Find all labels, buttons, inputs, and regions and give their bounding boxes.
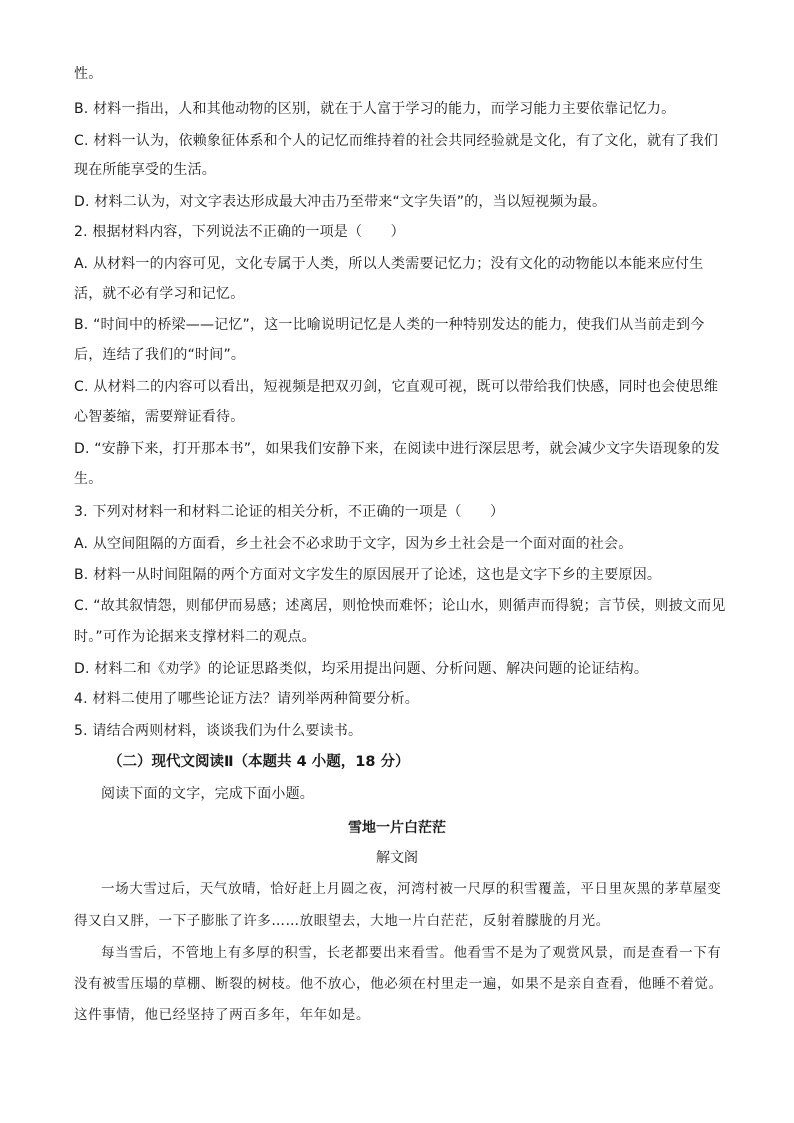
section-heading: （二）现代文阅读Ⅱ（本题共 4 小题，18 分） xyxy=(108,754,410,770)
option-line: D. “安静下来，打开那本书”，如果我们安静下来，在阅读中进行深层思考，就会减少文字失语现象的发 xyxy=(74,441,720,457)
question-line: 2. 根据材料内容，下列说法不正确的一项是（ ） xyxy=(74,224,405,240)
text-line: 时。”可作为论据来支撑材料二的观点。 xyxy=(74,629,316,645)
text-line: 后，连结了我们的“时间”。 xyxy=(74,347,246,363)
text-line: 现在所能享受的生活。 xyxy=(74,162,216,178)
text-line: 生。 xyxy=(74,471,103,487)
option-line: D. 材料二认为，对文字表达形成最大冲击乃至带来“文字失语”的，当以短视频为最。 xyxy=(74,194,607,210)
option-line: A. 从空间阻隔的方面看，乡土社会不必求助于文字，因为乡土社会是一个面对面的社会。 xyxy=(74,536,633,552)
story-title: 雪地一片白茫茫 xyxy=(348,820,446,836)
text-line: 性。 xyxy=(74,66,103,82)
option-line: B. 材料一从时间阻隔的两个方面对文字发生的原因展开了论述，这也是文字下乡的主要原因。 xyxy=(74,567,662,583)
story-paragraph-line: 得又白又胖，一下子膨胀了许多……放眼望去，大地一片白茫茫，反射着朦胧的月光。 xyxy=(74,913,610,929)
story-paragraph-line: 这件事情，他已经坚持了两百多年，年年如是。 xyxy=(74,1007,371,1023)
instruction-text: 阅读下面的文字，完成下面小题。 xyxy=(101,786,314,802)
question-line: 4. 材料二使用了哪些论证方法？请列举两种简要分析。 xyxy=(74,691,420,707)
question-line: 3. 下列对材料一和材料二论证的相关分析，不正确的一项是（ ） xyxy=(74,504,505,520)
option-line: A. 从材料一的内容可见，文化专属于人类，所以人类需要记忆力；没有文化的动物能以本能来应付生 xyxy=(74,256,704,272)
text-line: 活，就不必有学习和记忆。 xyxy=(74,286,245,302)
story-paragraph-line: 每当雪后，不管地上有多厚的积雪，长老都要出来看雪。他看雪不是为了观赏风景，而是查看一下有 xyxy=(101,945,722,961)
story-paragraph-line: 一场大雪过后，天气放晴，恰好赶上月圆之夜，河湾村被一尺厚的积雪覆盖，平日里灰黑的茅草屋变 xyxy=(101,881,722,897)
story-paragraph-line: 没有被雪压塌的草棚、断裂的树枝。他不放心，他必须在村里走一遍，如果不是亲自查看，他睡不着觉。 xyxy=(74,976,723,992)
option-line: C. 材料一认为，依赖象征体系和个人的记忆而维持着的社会共同经验就是文化，有了文化，就有了我们 xyxy=(74,133,719,149)
option-line: B. 材料一指出，人和其他动物的区别，就在于人富于学习的能力，而学习能力主要依靠记忆力。 xyxy=(74,101,676,117)
question-line: 5. 请结合两则材料，谈谈我们为什么要读书。 xyxy=(74,723,363,739)
story-author: 解文阁 xyxy=(376,850,418,866)
text-line: 心智萎缩，需要辩证看待。 xyxy=(74,409,245,425)
option-line: D. 材料二和《劝学》的论证思路类似，均采用提出问题、分析问题、解决问题的论证结构。 xyxy=(74,661,649,677)
option-line: C. “故其叙情怨，则郁伊而易感；述离居，则怆怏而难怀；论山水，则循声而得貌；言节侯，则披文而见 xyxy=(74,598,726,614)
option-line: B. “时间中的桥梁——记忆”，这一比喻说明记忆是人类的一种特别发达的能力，使我们从当前走到今 xyxy=(74,317,705,333)
option-line: C. 从材料二的内容可以看出，短视频是把双刃剑，它直观可视，既可以带给我们快感，同时也会使思维 xyxy=(74,379,719,395)
